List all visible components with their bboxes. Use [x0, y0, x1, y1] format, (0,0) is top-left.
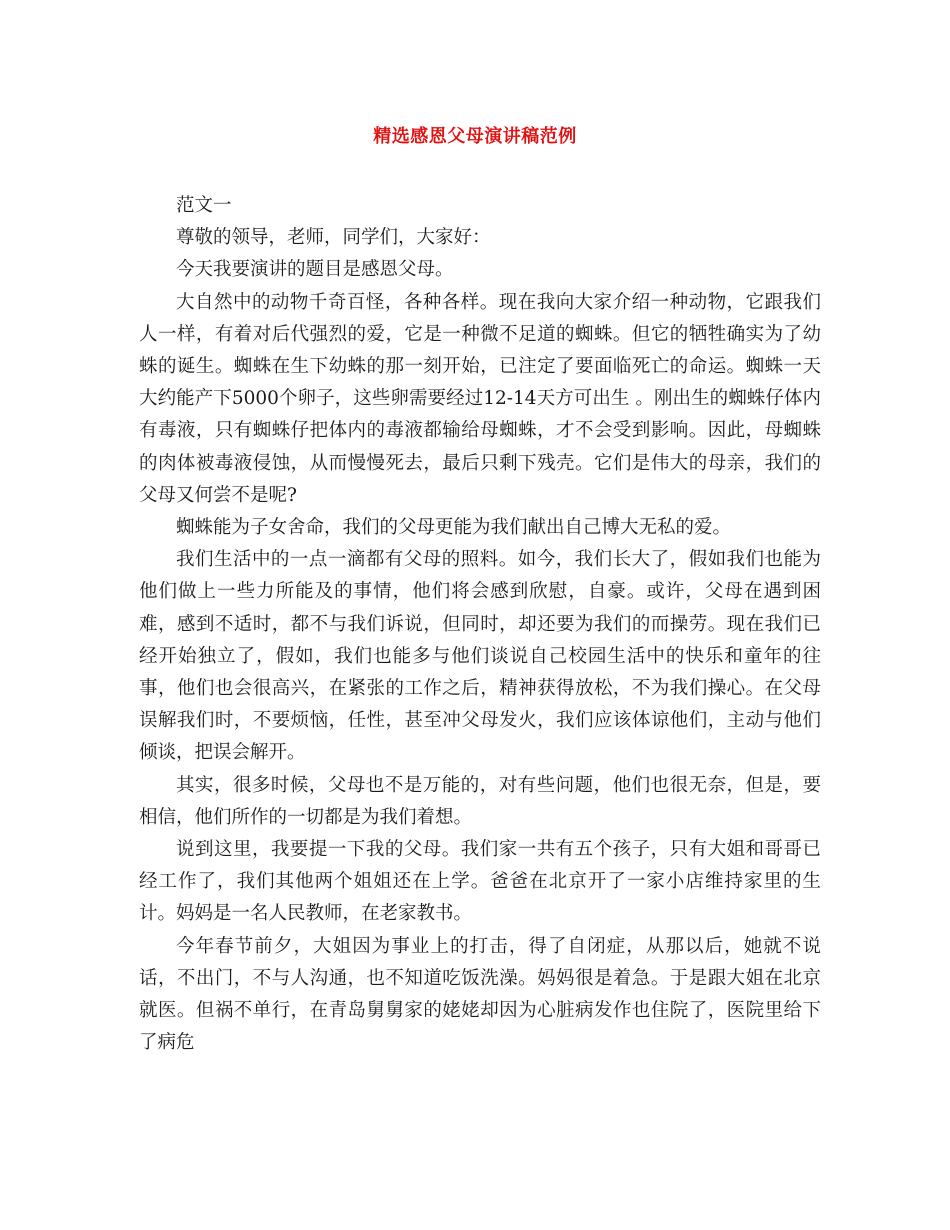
- paragraph-greeting: 尊敬的领导，老师，同学们，大家好：: [176, 227, 491, 249]
- document-title: 精选感恩父母演讲稿范例: [373, 126, 577, 147]
- paragraph-spider: 大自然中的动物千奇百怪，各种各样。现在我向大家介绍一种动物，它跟我们人一样，有着对后代强烈的爱，它是一种微不足道的蜘蛛。但它的牺牲确实为了幼蛛的诞生。蜘蛛在生下幼蛛的那一刻开始，已注定了要面临死亡的命运。蜘蛛一天大约能产下5000个卵子，这些卵需要经过12-14天方可出生 。刚出生的蜘蛛仔体内有毒液，只有蜘蛛仔把体内的毒液都输给母蜘蛛，才不会受到影响。因此，母蜘蛛的肉体被毒液侵蚀，从而慢慢死去，最后只剩下残壳。它们是伟大的母亲，我们的父母又何尝不是呢?: [139, 291, 821, 506]
- paragraph-topic: 今天我要演讲的题目是感恩父母。: [176, 259, 454, 281]
- paragraph-care: 我们生活中的一点一滴都有父母的照料。如今，我们长大了，假如我们也能为他们做上一些力所能及的事情，他们将会感到欣慰，自豪。或许，父母在遇到困难，感到不适时，都不与我们诉说，但同时，却还要为我们的而操劳。现在我们已经开始独立了，假如，我们也能多与他们谈说自己校园生活中的快乐和童年的往事，他们也会很高兴，在紧张的工作之后，精神获得放松，不为我们操心。在父母误解我们时，不要烦恼，任性，甚至冲父母发火，我们应该体谅他们，主动与他们倾谈，把误会解开。: [139, 549, 821, 764]
- document-body: [139, 190, 821, 1059]
- paragraph-spring-festival: 今年春节前夕，大姐因为事业上的打击，得了自闭症，从那以后，她就不说话，不出门，不与人沟通，也不知道吃饭洗澡。妈妈很是着急。于是跟大姐在北京就医。但祸不单行，在青岛舅舅家的姥姥却因为心脏病发作也住院了，医院里给下了病危: [139, 935, 821, 1054]
- paragraph-heading: 范文一: [176, 195, 232, 216]
- paragraph-sacrifice: 蜘蛛能为子女舍命，我们的父母更能为我们献出自己博大无私的爱。: [176, 517, 732, 539]
- paragraph-my-parents: 说到这里，我要提一下我的父母。我们家一共有五个孩子，只有大姐和哥哥已经工作了，我们其他两个姐姐还在上学。爸爸在北京开了一家小店维持家里的生计。妈妈是一名人民教师，在老家教书。: [139, 839, 821, 925]
- paragraph-parents-not-omnipotent: 其实，很多时候，父母也不是万能的，对有些问题，他们也很无奈，但是，要相信，他们所作的一切都是为我们着想。: [139, 774, 821, 828]
